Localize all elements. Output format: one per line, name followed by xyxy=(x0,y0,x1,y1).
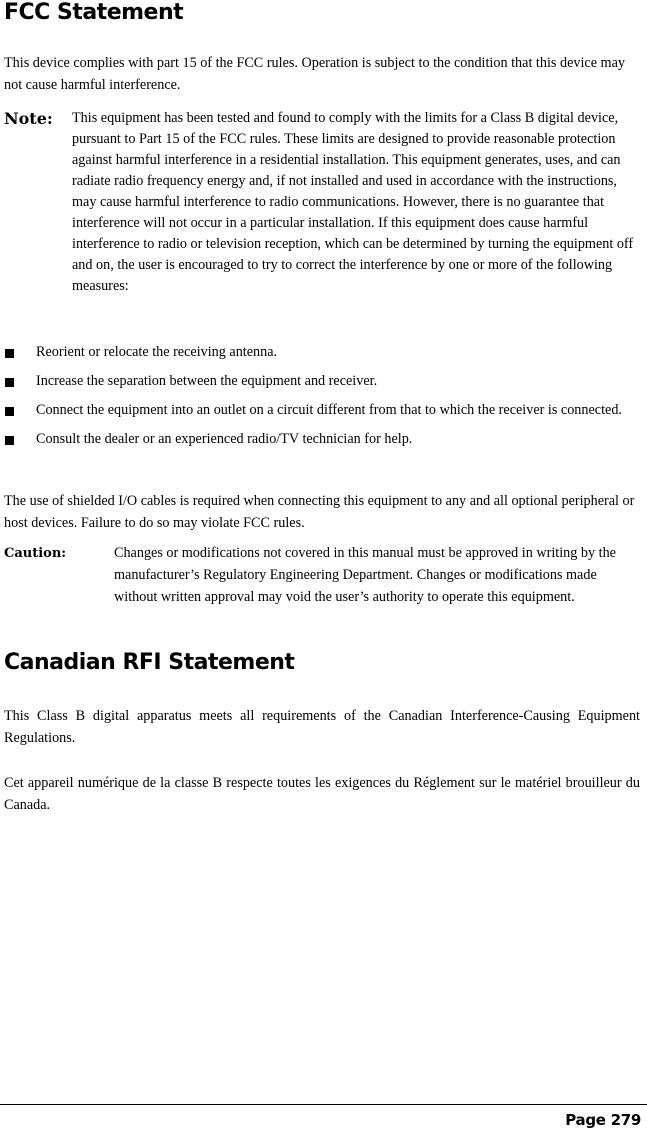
measure-text: Consult the dealer or an experienced radio/TV technician for help. xyxy=(36,431,413,447)
list-item xyxy=(4,429,640,450)
caution-text: Changes or modifications not covered in this manual must be approved in writing by the manufacturer’s Regulatory Engineering Department. Changes or modifications made without written approval may void the user’s authority to operate this equipment. xyxy=(114,545,616,605)
shielded-cables-paragraph: The use of shielded I/O cables is required when connecting this equipment to any and all optional peripheral or host devices. Failure to do so may violate FCC rules. xyxy=(4,493,635,531)
square-bullet-icon xyxy=(5,378,14,387)
list-item xyxy=(4,342,640,363)
measure-text: Increase the separation between the equipment and receiver. xyxy=(36,373,378,389)
fcc-intro-paragraph: This device complies with part 15 of the FCC rules. Operation is subject to the condition that this device may not cause harmful interference. xyxy=(4,55,625,93)
canadian-french-paragraph: Cet appareil numérique de la classe B respecte toutes les exigences du Réglement sur le matériel brouilleur du Canada. xyxy=(4,775,640,813)
square-bullet-icon xyxy=(5,407,14,416)
note-label: Note: xyxy=(4,109,53,128)
square-bullet-icon xyxy=(5,349,14,358)
note-text: This equipment has been tested and found to comply with the limits for a Class B digital device, pursuant to Part 15 of the FCC rules. These limits are designed to provide reasonable protection against harmful interference in a residential installation. This equipment generates, uses, and can radiate radio frequency energy and, if not installed and used in accordance with the instructions, may cause harmful interference to radio communications. However, there is no guarantee that interference will not occur in a particular installation. If this equipment does cause harmful interference to radio or television reception, which can be determined by turning the equipment off and on, the user is encouraged to try to correct the interference by one or more of the following measures: xyxy=(72,110,634,294)
note-block xyxy=(4,108,638,297)
list-item xyxy=(4,371,640,392)
page-number: Page 279 xyxy=(565,1111,641,1129)
canadian-rfi-heading: Canadian RFI Statement xyxy=(4,650,295,675)
measures-list xyxy=(4,342,640,450)
footer-divider xyxy=(0,1104,647,1105)
measure-text: Reorient or relocate the receiving antenna. xyxy=(36,344,278,360)
caution-block xyxy=(4,542,638,608)
canadian-english-paragraph: This Class B digital apparatus meets all requirements of the Canadian Interference-Causing Equipment Regulations. xyxy=(4,708,640,746)
fcc-statement-heading: FCC Statement xyxy=(4,0,184,25)
list-item xyxy=(4,400,640,421)
measure-text: Connect the equipment into an outlet on a circuit different from that to which the receiver is connected. xyxy=(36,402,622,418)
square-bullet-icon xyxy=(5,436,14,445)
caution-label: Caution: xyxy=(4,546,67,561)
